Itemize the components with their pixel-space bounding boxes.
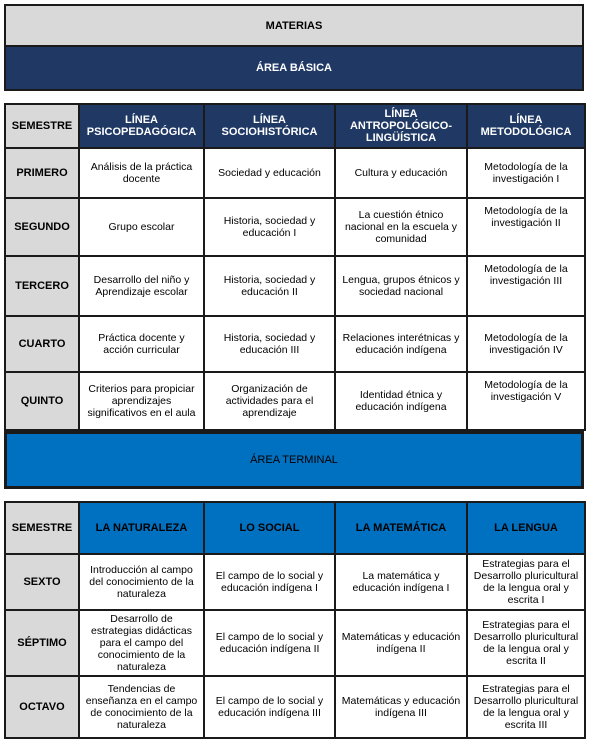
area-basica-table bbox=[4, 103, 586, 431]
table-cell: Metodología de la investigación I bbox=[467, 148, 585, 198]
table-cell: Matemáticas y educación indígena II bbox=[335, 610, 467, 676]
curriculum-table bbox=[4, 4, 584, 739]
table-cell: Historia, sociedad y educación II bbox=[204, 256, 335, 316]
table-cell: Metodología de la investigación III bbox=[467, 256, 585, 316]
table-row bbox=[5, 676, 585, 738]
table-cell: Lengua, grupos étnicos y sociedad nacional bbox=[335, 256, 467, 316]
table-row bbox=[5, 148, 585, 198]
column-header: LA LENGUA bbox=[467, 502, 585, 554]
column-header: LÍNEA ANTROPOLÓGICO-LINGÜÍSTICA bbox=[335, 104, 467, 148]
semestre-header: SEMESTRE bbox=[5, 502, 79, 554]
table-cell: Historia, sociedad y educación I bbox=[204, 198, 335, 256]
column-header: LÍNEA SOCIOHISTÓRICA bbox=[204, 104, 335, 148]
semestre-header: SEMESTRE bbox=[5, 104, 79, 148]
semestre-label: SEGUNDO bbox=[5, 198, 79, 256]
spacer bbox=[4, 91, 584, 103]
column-header: LA MATEMÁTICA bbox=[335, 502, 467, 554]
table-cell: Criterios para propiciar aprendizajes significativos en el aula bbox=[79, 372, 204, 430]
table-cell: Introducción al campo del conocimiento de la naturaleza bbox=[79, 554, 204, 610]
table-cell: Relaciones interétnicas y educación indígena bbox=[335, 316, 467, 372]
table-row bbox=[5, 554, 585, 610]
table-cell: Desarrollo de estrategias didácticas para el campo del conocimiento de la naturaleza bbox=[79, 610, 204, 676]
table-cell: Práctica docente y acción curricular bbox=[79, 316, 204, 372]
semestre-label: SÉPTIMO bbox=[5, 610, 79, 676]
table-cell: El campo de lo social y educación indígena III bbox=[204, 676, 335, 738]
table-header-row bbox=[5, 502, 585, 554]
table-cell: Metodología de la investigación IV bbox=[467, 316, 585, 372]
table-cell: Historia, sociedad y educación III bbox=[204, 316, 335, 372]
table-header-row bbox=[5, 104, 585, 148]
semestre-label: CUARTO bbox=[5, 316, 79, 372]
table-row bbox=[5, 372, 585, 430]
table-cell: Metodología de la investigación V bbox=[467, 372, 585, 430]
semestre-label: SEXTO bbox=[5, 554, 79, 610]
table-cell: La cuestión étnico nacional en la escuela y comunidad bbox=[335, 198, 467, 256]
table-cell: Organización de actividades para el aprendizaje bbox=[204, 372, 335, 430]
table-row bbox=[5, 198, 585, 256]
spacer bbox=[4, 489, 584, 501]
column-header: LO SOCIAL bbox=[204, 502, 335, 554]
semestre-label: QUINTO bbox=[5, 372, 79, 430]
table-cell: Identidad étnica y educación indígena bbox=[335, 372, 467, 430]
table-cell: Estrategias para el Desarrollo pluricultural de la lengua oral y escrita III bbox=[467, 676, 585, 738]
column-header: LÍNEA PSICOPEDAGÓGICA bbox=[79, 104, 204, 148]
table-row bbox=[5, 610, 585, 676]
table-cell: Estrategias para el Desarrollo pluricultural de la lengua oral y escrita II bbox=[467, 610, 585, 676]
table-cell: Matemáticas y educación indígena III bbox=[335, 676, 467, 738]
table-cell: Análisis de la práctica docente bbox=[79, 148, 204, 198]
column-header: LA NATURALEZA bbox=[79, 502, 204, 554]
table-row bbox=[5, 256, 585, 316]
area-terminal-title: ÁREA TERMINAL bbox=[4, 431, 584, 489]
semestre-label: PRIMERO bbox=[5, 148, 79, 198]
table-cell: El campo de lo social y educación indígena II bbox=[204, 610, 335, 676]
table-cell: La matemática y educación indígena I bbox=[335, 554, 467, 610]
table-cell: Desarrollo del niño y Aprendizaje escolar bbox=[79, 256, 204, 316]
table-cell: Grupo escolar bbox=[79, 198, 204, 256]
column-header: LÍNEA METODOLÓGICA bbox=[467, 104, 585, 148]
materias-title: MATERIAS bbox=[4, 4, 584, 47]
table-cell: Estrategias para el Desarrollo pluricultural de la lengua oral y escrita I bbox=[467, 554, 585, 610]
table-cell: Tendencias de enseñanza en el campo de conocimiento de la naturaleza bbox=[79, 676, 204, 738]
area-basica-title: ÁREA BÁSICA bbox=[4, 47, 584, 91]
table-row bbox=[5, 316, 585, 372]
table-cell: Sociedad y educación bbox=[204, 148, 335, 198]
area-terminal-table bbox=[4, 501, 586, 739]
table-cell: El campo de lo social y educación indígena I bbox=[204, 554, 335, 610]
table-cell: Cultura y educación bbox=[335, 148, 467, 198]
semestre-label: TERCERO bbox=[5, 256, 79, 316]
semestre-label: OCTAVO bbox=[5, 676, 79, 738]
table-cell: Metodología de la investigación II bbox=[467, 198, 585, 256]
